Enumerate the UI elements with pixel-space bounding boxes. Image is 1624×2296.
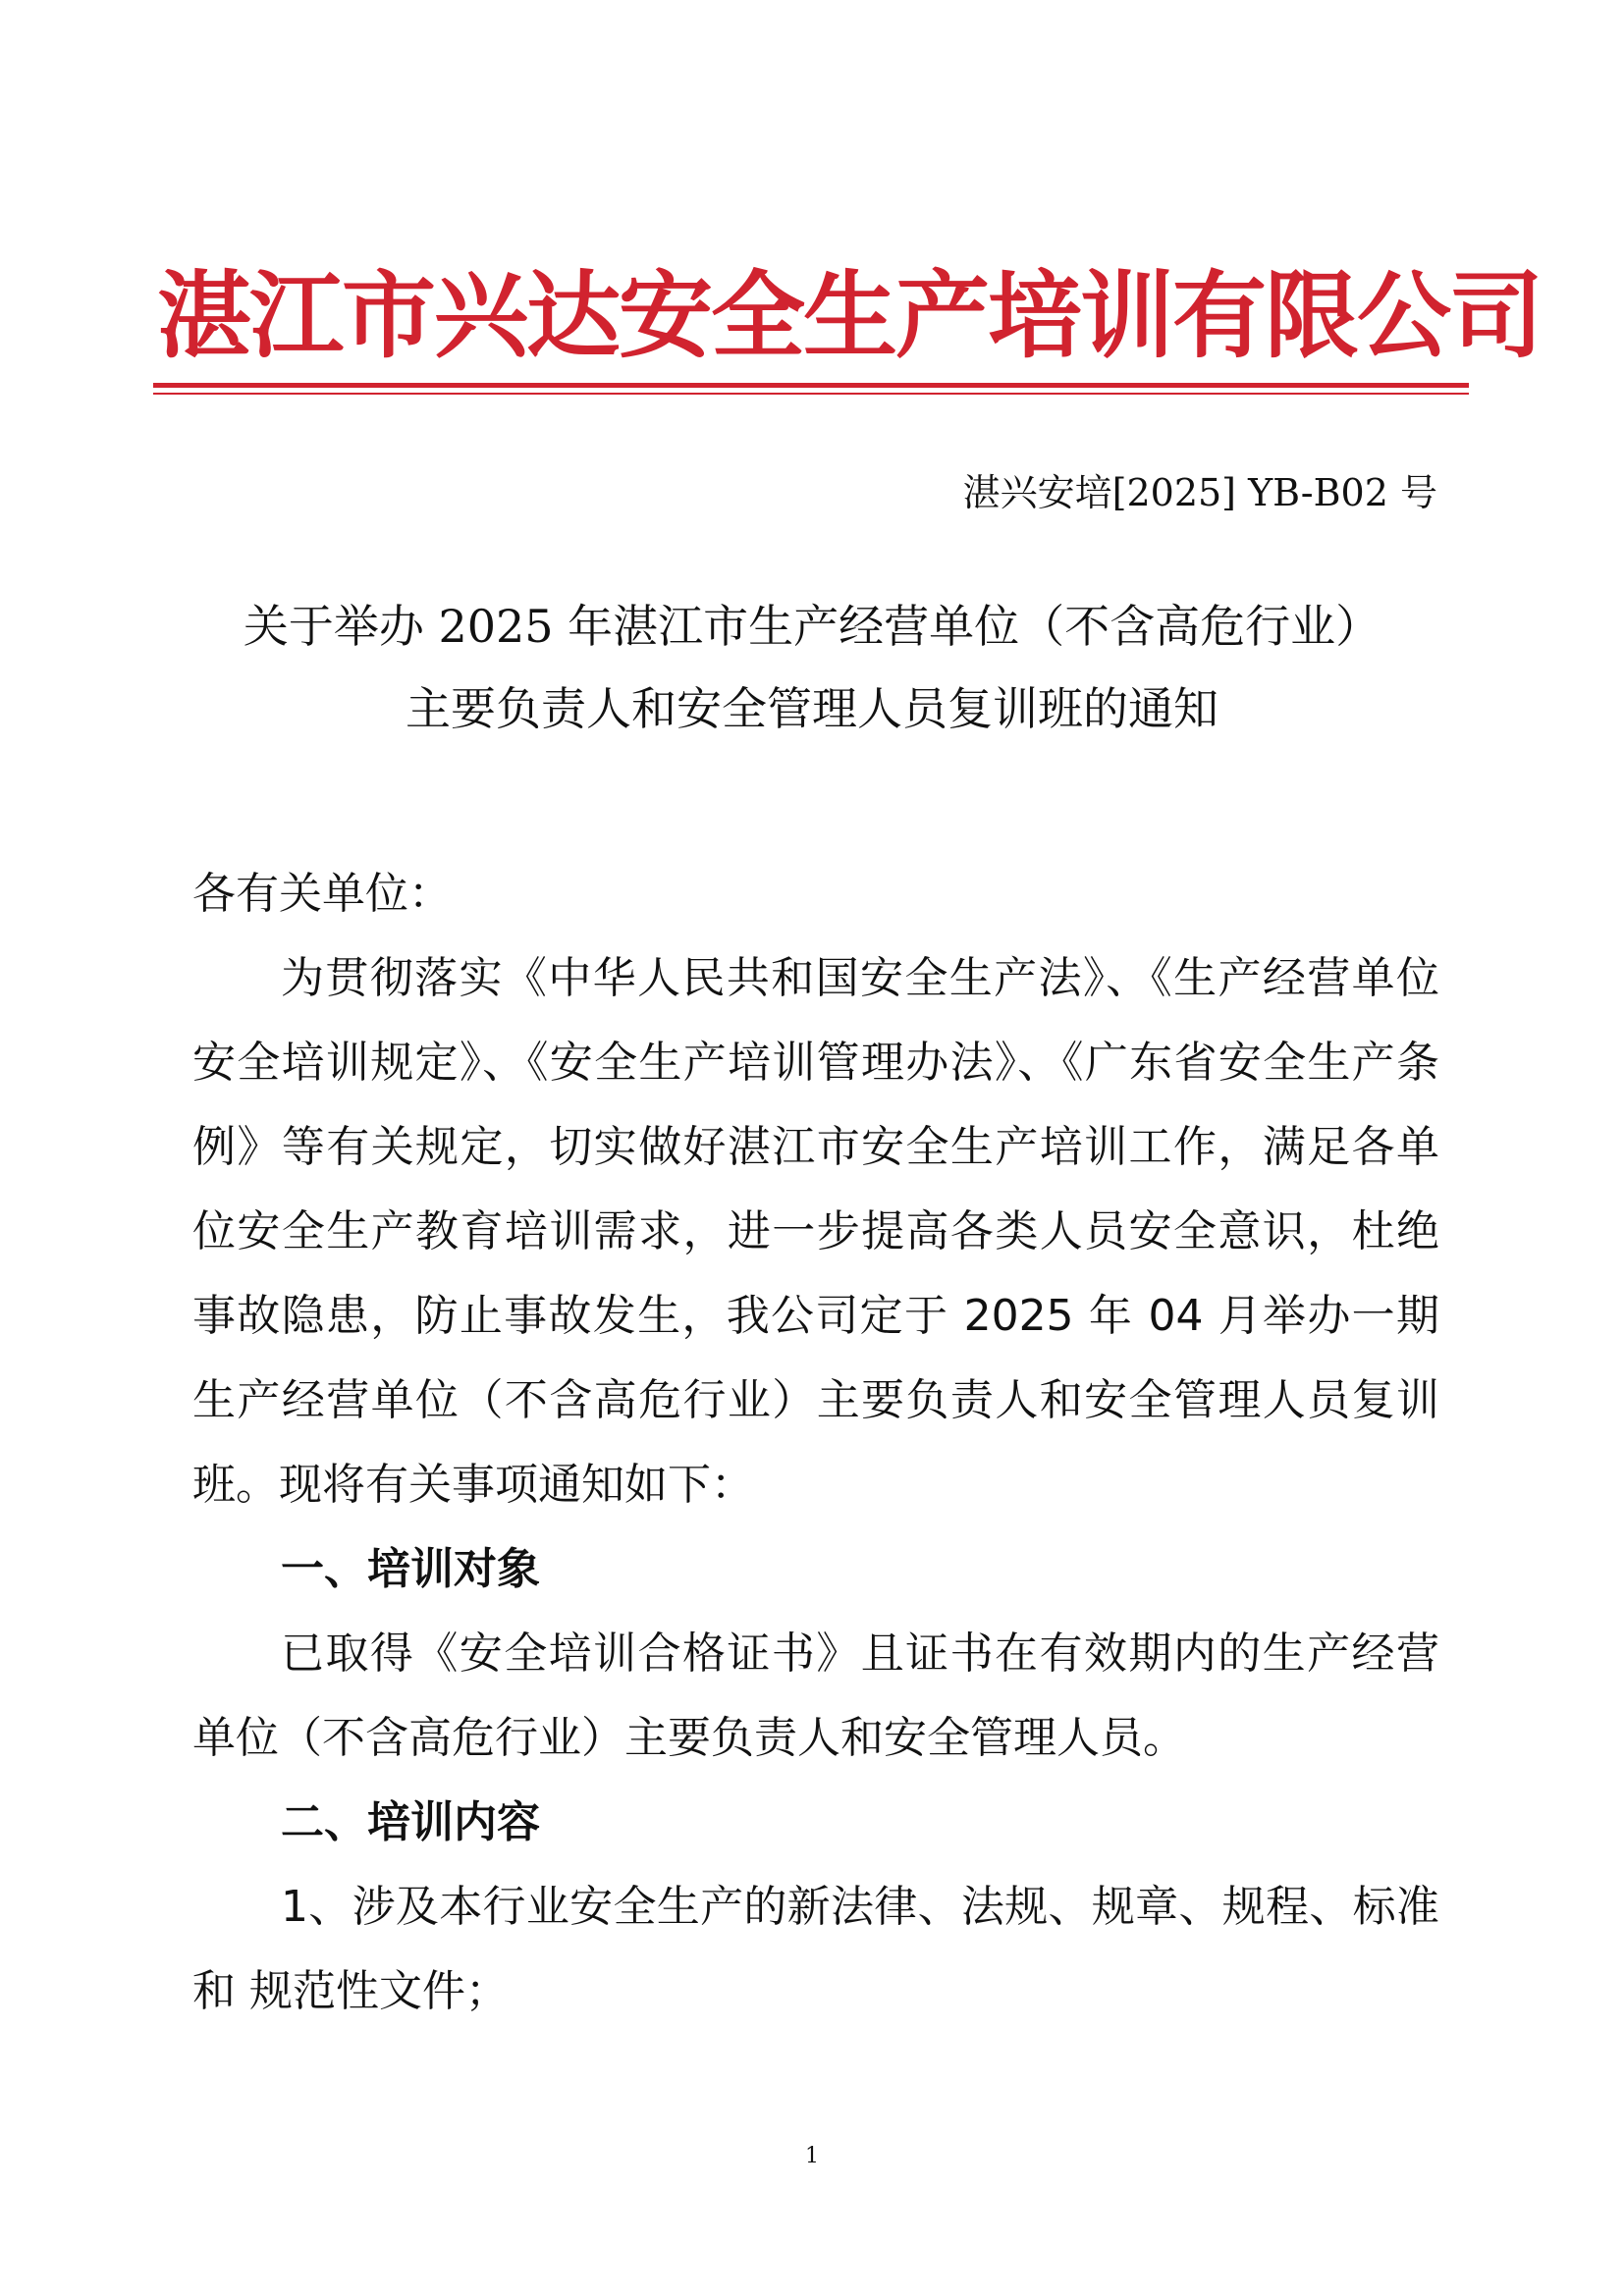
document-title — [147, 585, 1477, 750]
red-rule-thick — [153, 383, 1469, 388]
document-number: 湛兴安培[2025] YB-B02 号 — [962, 471, 1437, 514]
intro-paragraph: 为贯彻落实《中华人民共和国安全生产法》、《生产经营单位安全培训规定》、《安全生产培训管理办法》、《广东省安全生产条例》等有关规定，切实做好湛江市安全生产培训工作，满足各单位安全生产教育培训需求，进一步提高各类人员安全意识，杜绝事故隐患，防止事故发生，我公司定于 2025 年 04 月举办一期生产经营单位（不含高危行业）主要负责人和安全管理人员复训班。现将有关事项通知如下： — [192, 953, 1439, 1510]
company-name: 湛江市兴达安全生产培训有限公司 — [157, 260, 1542, 371]
section-paragraph-training-targets: 已取得《安全培训合格证书》且证书在有效期内的生产经营单位（不含高危行业）主要负责人和安全管理人员。 — [192, 1629, 1439, 1763]
document-title-line-1: 关于举办 2025 年湛江市生产经营单位（不含高危行业） — [243, 600, 1381, 653]
section-heading-training-content: 二、培训内容 — [281, 1797, 540, 1847]
document-title-line-2: 主要负责人和安全管理人员复训班的通知 — [406, 682, 1218, 735]
letterhead — [157, 257, 1542, 375]
salutation: 各有关单位： — [192, 869, 452, 919]
red-rule-thin — [153, 393, 1469, 395]
page-number: 1 — [805, 2144, 819, 2168]
letterhead-red-rule — [153, 383, 1469, 400]
section-paragraph-training-content-1: 1、涉及本行业安全生产的新法律、法规、规章、规程、标准和 规范性文件； — [192, 1882, 1439, 2016]
section-heading-training-targets: 一、培训对象 — [281, 1544, 540, 1594]
document-body — [192, 852, 1439, 2034]
